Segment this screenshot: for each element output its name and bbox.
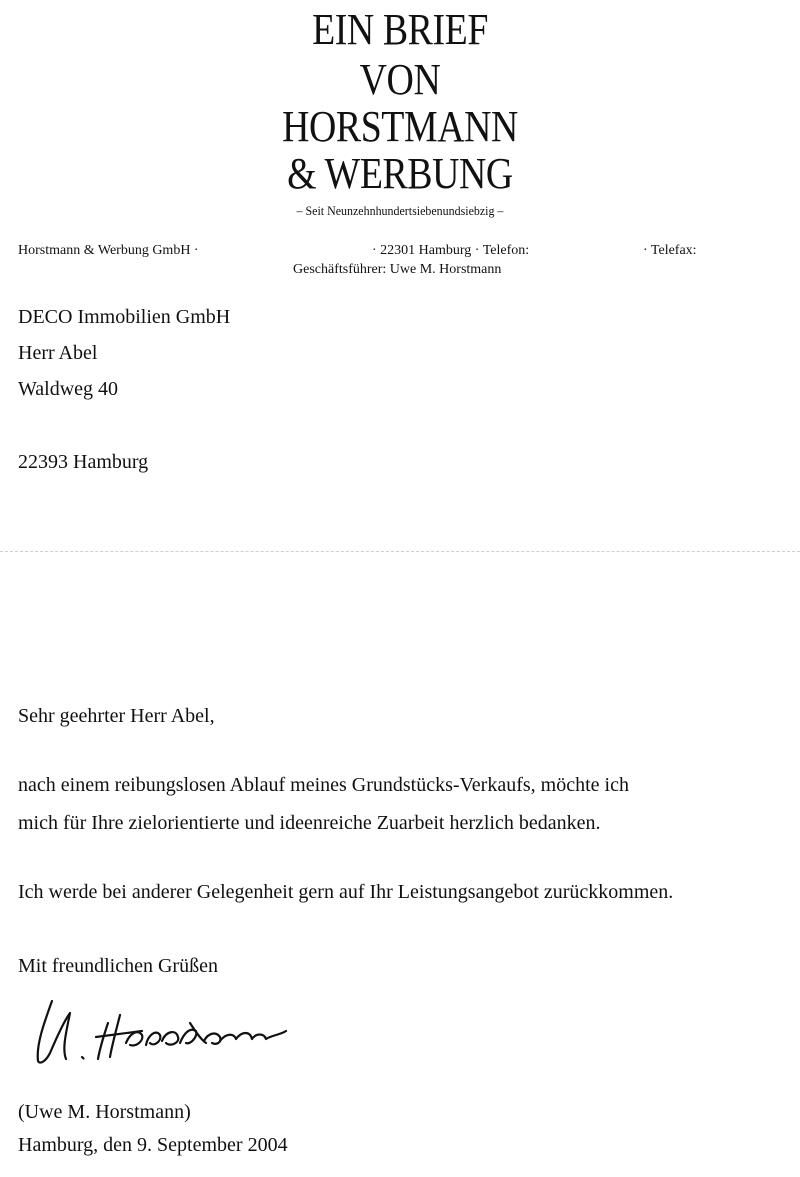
letter-paragraph-1-line-1: nach einem reibungslosen Ablauf meines Grundstücks-Verkaufs, möchte ich — [18, 774, 629, 796]
recipient-company: DECO Immobilien GmbH — [18, 306, 231, 328]
recipient-person: Herr Abel — [18, 342, 98, 364]
letterhead-title-line-2: VON — [359, 55, 441, 104]
recipient-city: 22393 Hamburg — [18, 451, 149, 473]
managing-director: Geschäftsführer: Uwe M. Horstmann — [293, 262, 502, 277]
letter-paragraph-1-line-2: mich für Ihre zielorientierte und ideenreiche Zuarbeit herzlich bedanken. — [18, 812, 601, 834]
letter-paragraph-2: Ich werde bei anderer Gelegenheit gern auf Ihr Leistungsangebot zurückkommen. — [18, 881, 674, 903]
letter-place-date: Hamburg, den 9. September 2004 — [18, 1134, 288, 1156]
letterhead-title-line-3: HORSTMANN — [282, 102, 518, 151]
handwritten-signature — [30, 983, 320, 1073]
recipient-street: Waldweg 40 — [18, 378, 119, 400]
company-telefax: · Telefax: — [643, 243, 697, 258]
letter-signer: (Uwe M. Horstmann) — [18, 1101, 191, 1123]
company-address: · 22301 Hamburg · Telefon: — [372, 243, 530, 258]
letter-closing: Mit freundlichen Grüßen — [18, 955, 218, 977]
company-name: Horstmann & Werbung GmbH · — [18, 243, 199, 258]
fold-line — [0, 551, 800, 552]
letterhead-tagline: – Seit Neunzehnhundertsiebenundsiebzig – — [296, 203, 504, 218]
letterhead-title-line-1: EIN BRIEF — [312, 5, 488, 54]
letter-salutation: Sehr geehrter Herr Abel, — [18, 705, 215, 727]
letterhead-title-line-4: & WERBUNG — [287, 149, 513, 198]
